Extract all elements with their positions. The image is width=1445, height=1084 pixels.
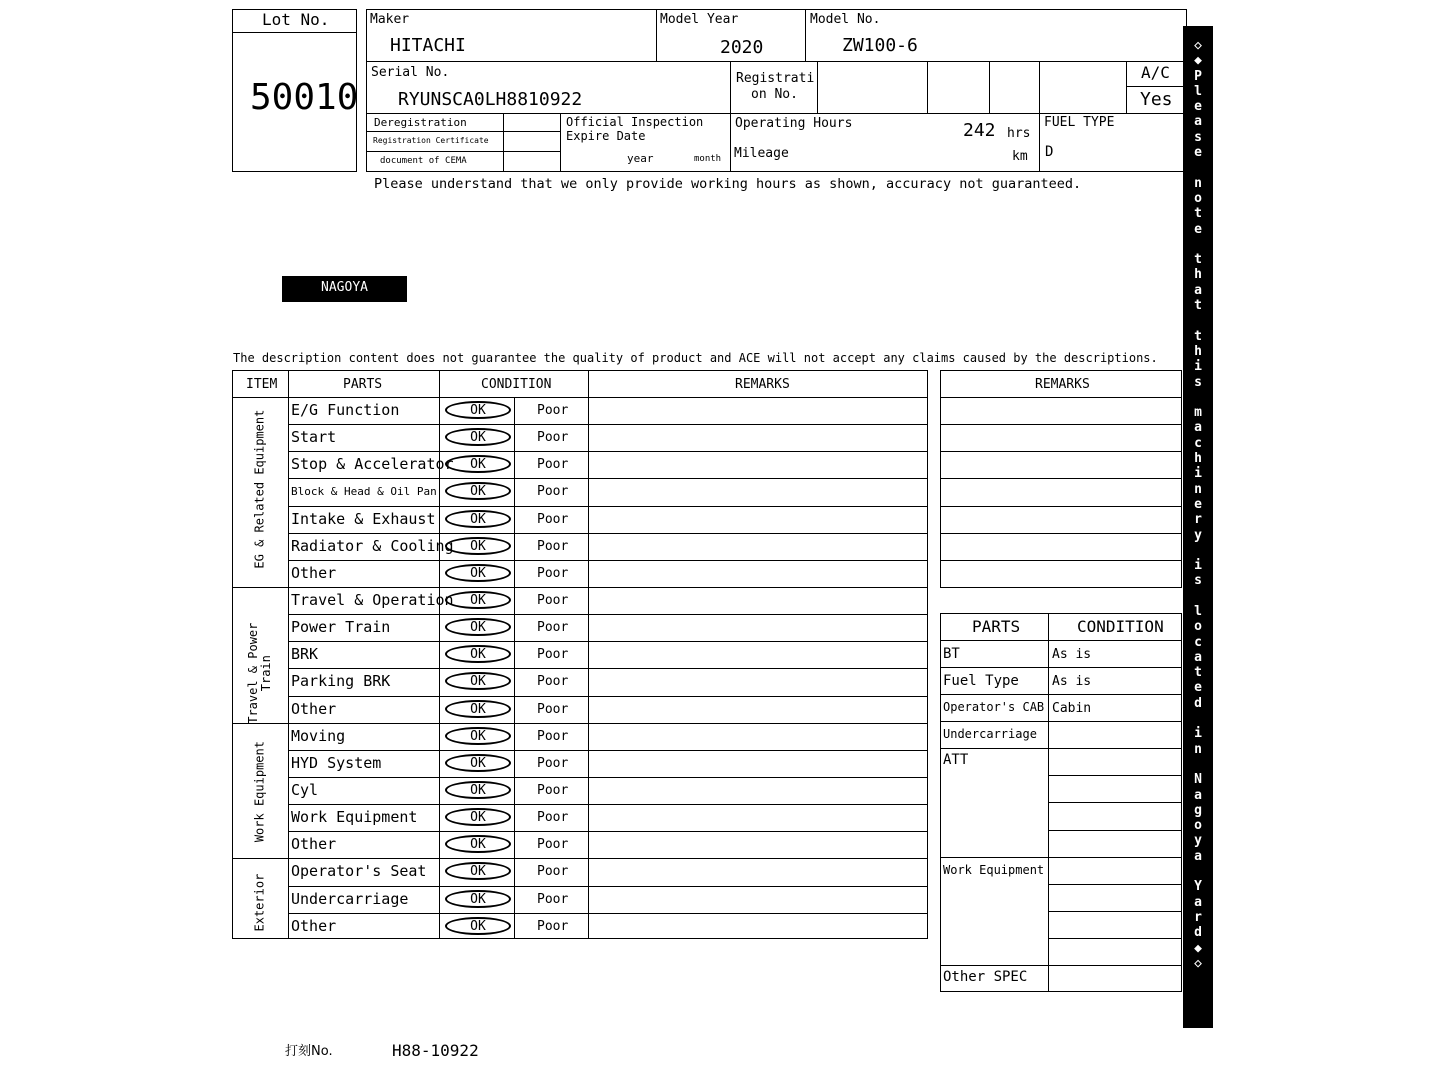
parts-header: PARTS — [343, 377, 383, 392]
part-label: Other — [291, 564, 337, 582]
poor-option: Poor — [537, 647, 569, 662]
remarks-cell — [589, 479, 927, 504]
hrs-unit: hrs — [1007, 126, 1031, 141]
part-label: Moving — [291, 727, 346, 745]
poor-option: Poor — [537, 919, 569, 934]
ok-circle: OK — [445, 482, 511, 500]
remarks-cell — [589, 832, 927, 857]
part-undercarriage: Undercarriage — [943, 727, 1037, 741]
poor-option: Poor — [537, 729, 569, 744]
deregistration-label: Deregistration — [374, 116, 467, 129]
part-att: ATT — [943, 752, 969, 768]
stamp-value: H88-10922 — [392, 1041, 479, 1060]
poor-option: Poor — [537, 783, 569, 798]
side-banner-text: ◇ ◆ P l e a s e n o t e t h a t t h i s m a c h i n e r y i s l o c a t e d i n N a g o y a Y a r d ◆ ◇ — [1194, 38, 1202, 971]
serial-label: Serial No. — [371, 65, 450, 80]
ok-circle: OK — [445, 700, 511, 718]
item-header: ITEM — [246, 377, 278, 392]
remarks-cell — [589, 887, 927, 912]
poor-option: Poor — [537, 512, 569, 527]
part-label: Undercarriage — [291, 890, 409, 908]
ac-value: Yes — [1140, 89, 1173, 110]
maker-label: Maker — [370, 12, 410, 27]
km-unit: km — [1012, 149, 1028, 164]
ok-circle: OK — [445, 835, 511, 853]
remarks-cell — [589, 751, 927, 776]
part-label: Stop & Accelerator — [291, 455, 454, 473]
part-label: Parking BRK — [291, 672, 391, 690]
part-label: Intake & Exhaust — [291, 510, 436, 528]
remarks-cell — [589, 534, 927, 559]
inspection-label-2: Expire Date — [566, 129, 646, 143]
model-no-label: Model No. — [810, 12, 881, 27]
operating-hours-value: 242 — [963, 120, 996, 141]
lot-label: Lot No. — [262, 10, 330, 29]
part-label: Cyl — [291, 781, 319, 799]
group-label-travel — [247, 609, 273, 737]
part-fuel-type: Fuel Type — [943, 673, 1019, 689]
poor-option: Poor — [537, 430, 569, 445]
remarks-cell — [589, 914, 927, 939]
part-label: Travel & Operation — [291, 591, 454, 609]
remarks-cell — [589, 778, 927, 803]
remarks-cell — [589, 507, 927, 532]
part-label: Work Equipment — [291, 808, 418, 826]
remarks-cell — [589, 398, 927, 423]
ok-circle: OK — [445, 428, 511, 446]
part-label: Operator's Seat — [291, 862, 427, 880]
cond-bt: As is — [1052, 647, 1092, 662]
ok-circle: OK — [445, 645, 511, 663]
month-label: month — [694, 154, 722, 164]
ok-circle: OK — [445, 890, 511, 908]
lot-number: 50010 — [250, 77, 359, 118]
part-label: Other — [291, 700, 337, 718]
cond-operators-cab: Cabin — [1052, 701, 1092, 716]
poor-option: Poor — [537, 566, 569, 581]
group-label-travel-line1: Travel & Power — [245, 622, 260, 724]
ok-circle: OK — [445, 537, 511, 555]
serial-value: RYUNSCA0LH8810922 — [398, 89, 583, 110]
stamp-label: 打刻No. — [285, 1044, 333, 1059]
poor-option: Poor — [537, 864, 569, 879]
ok-circle: OK — [445, 917, 511, 935]
ok-circle: OK — [445, 754, 511, 772]
ok-circle: OK — [445, 564, 511, 582]
group-label-work: Work Equipment — [252, 741, 267, 843]
part-label: HYD System — [291, 754, 382, 772]
poor-option: Poor — [537, 403, 569, 418]
remarks-cell — [589, 452, 927, 477]
mileage-label: Mileage — [734, 146, 789, 161]
poor-option: Poor — [537, 539, 569, 554]
ok-circle: OK — [445, 455, 511, 473]
remarks-cell — [589, 669, 927, 694]
side-remarks-table — [940, 370, 1182, 588]
hours-notice: Please understand that we only provide working hours as shown, accuracy not guaranteed. — [374, 176, 1082, 192]
registration-label-2: on No. — [751, 87, 798, 102]
ac-label: A/C — [1141, 63, 1170, 82]
remarks-cell — [589, 425, 927, 450]
poor-option: Poor — [537, 457, 569, 472]
registration-label: Registrati — [736, 71, 815, 86]
remarks-cell — [589, 588, 927, 613]
condition-col-header: CONDITION — [1077, 617, 1164, 636]
condition-header: CONDITION — [481, 377, 552, 392]
poor-option: Poor — [537, 892, 569, 907]
part-label: Power Train — [291, 618, 391, 636]
ok-circle: OK — [445, 401, 511, 419]
part-label: Block & Head & Oil Pan — [291, 485, 437, 498]
ok-circle: OK — [445, 672, 511, 690]
remarks-cell — [589, 805, 927, 830]
year-label: year — [627, 152, 654, 165]
remarks-header: REMARKS — [735, 377, 790, 392]
ok-circle: OK — [445, 808, 511, 826]
ok-circle: OK — [445, 618, 511, 636]
poor-option: Poor — [537, 593, 569, 608]
part-work-equipment: Work Equipment — [943, 863, 1045, 877]
operating-hours-label: Operating Hours — [735, 116, 853, 131]
ok-circle: OK — [445, 862, 511, 880]
group-label-exterior: Exterior — [252, 873, 267, 932]
part-label: BRK — [291, 645, 319, 663]
yard-label: NAGOYA — [321, 280, 368, 295]
side-remarks-header: REMARKS — [1035, 377, 1090, 392]
part-label: Start — [291, 428, 337, 446]
disclaimer: The description content does not guarantee the quality of product and ACE will not accept any claims caused by the descriptions. — [233, 351, 1158, 365]
remarks-cell — [589, 859, 927, 884]
model-year-label: Model Year — [660, 12, 739, 27]
fuel-type-label: FUEL TYPE — [1044, 115, 1115, 130]
remarks-cell — [589, 642, 927, 667]
poor-option: Poor — [537, 702, 569, 717]
ok-circle: OK — [445, 510, 511, 528]
part-label: Other — [291, 917, 337, 935]
part-label: E/G Function — [291, 401, 400, 419]
maker-value: HITACHI — [390, 35, 466, 56]
cond-fuel-type: As is — [1052, 674, 1092, 689]
remarks-cell — [589, 697, 927, 722]
group-label-eg: EG & Related Equipment — [252, 409, 267, 569]
fuel-type-value: D — [1045, 144, 1054, 160]
poor-option: Poor — [537, 810, 569, 825]
ok-circle: OK — [445, 727, 511, 745]
cema-document-label: document of CEMA — [380, 156, 467, 166]
poor-option: Poor — [537, 837, 569, 852]
poor-option: Poor — [537, 756, 569, 771]
part-other-spec: Other SPEC — [943, 969, 1028, 985]
part-bt: BT — [943, 646, 960, 662]
model-no-value: ZW100-6 — [842, 35, 918, 56]
poor-option: Poor — [537, 620, 569, 635]
remarks-cell — [589, 615, 927, 640]
ok-circle: OK — [445, 781, 511, 799]
model-year-value: 2020 — [720, 37, 764, 58]
part-label: Other — [291, 835, 337, 853]
parts-col-header: PARTS — [972, 617, 1021, 636]
remarks-cell — [589, 561, 927, 586]
poor-option: Poor — [537, 674, 569, 689]
ok-circle: OK — [445, 591, 511, 609]
registration-certificate-label: Registration Certificate — [373, 136, 489, 145]
remarks-cell — [589, 724, 927, 749]
poor-option: Poor — [537, 484, 569, 499]
part-label: Radiator & Cooling — [291, 537, 454, 555]
group-label-travel-line2: Train — [259, 655, 273, 692]
part-operators-cab: Operator's CAB — [943, 700, 1045, 714]
inspection-label: Official Inspection — [566, 115, 704, 129]
side-banner — [1183, 26, 1213, 1028]
